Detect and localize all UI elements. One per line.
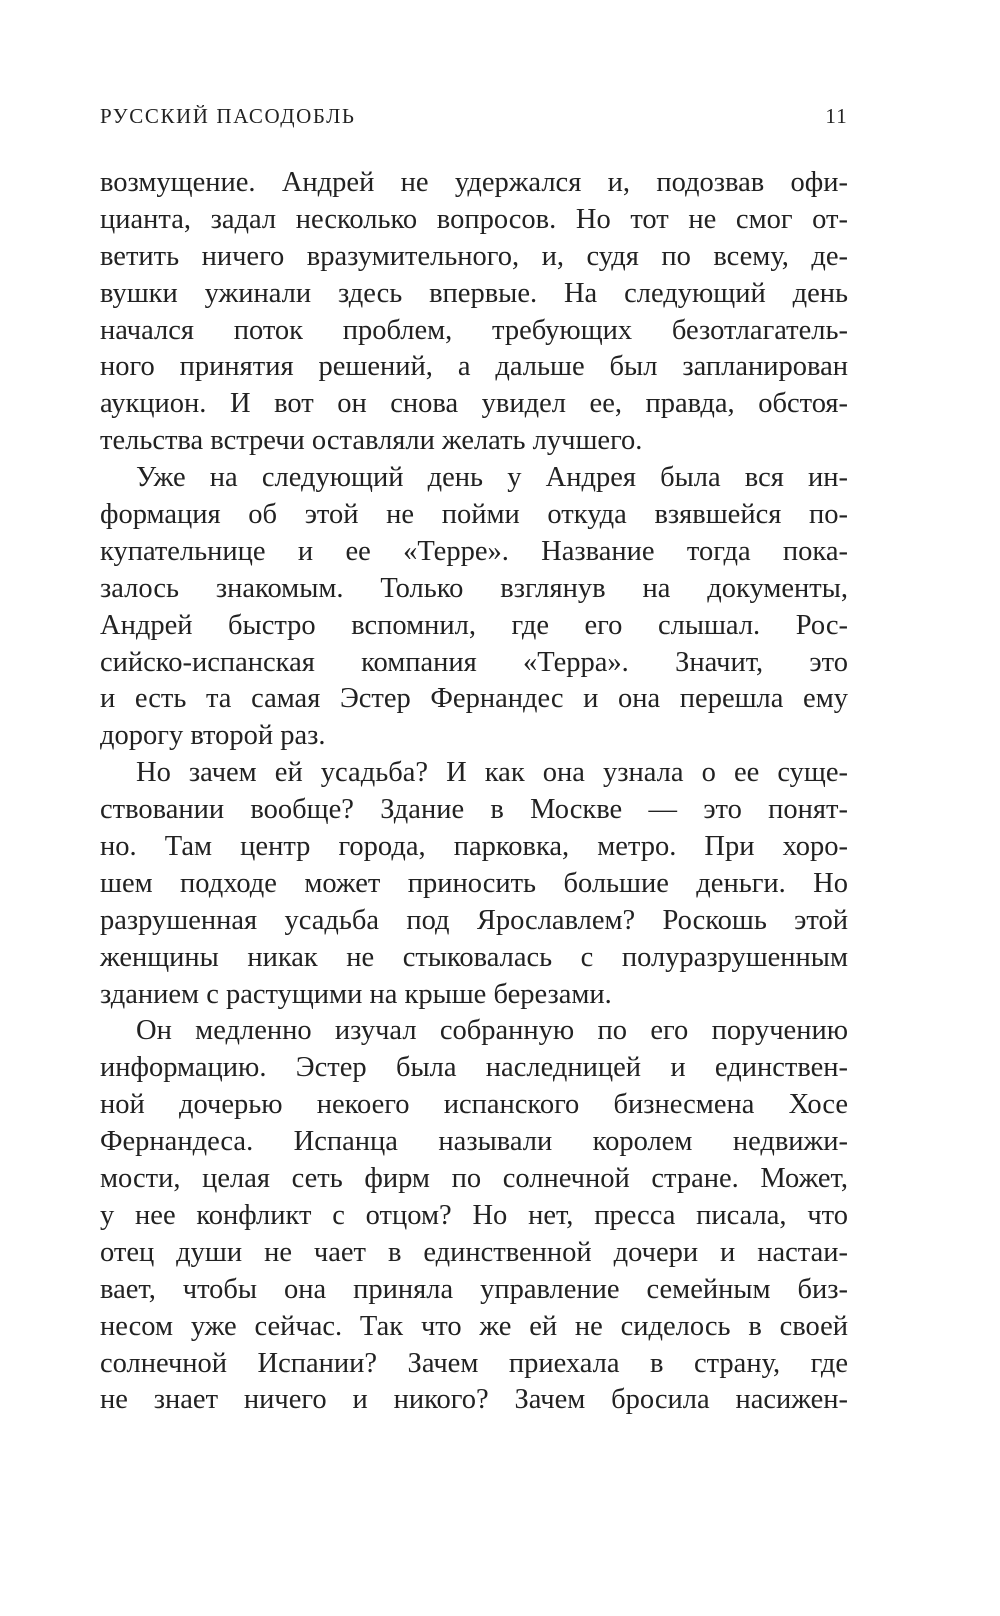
text-line: мости, целая сеть фирм по солнечной стране. Может, [100,1163,848,1195]
book-title: РУССКИЙ ПАСОДОБЛЬ [100,104,356,128]
text-line: дорогу второй раз. [100,720,326,752]
text-line: Он медленно изучал собранную по его поручению [136,1015,848,1047]
text-line: Но зачем ей усадьба? И как она узнала о ее суще- [136,757,848,789]
text-line: несом уже сейчас. Так что же ей не сиделось в своей [100,1310,848,1342]
text-line: ной дочерью некоего испанского бизнесмена Хосе [100,1089,848,1121]
text-line: Уже на следующий день у Андрея была вся ин- [136,462,848,494]
text-line: формация об этой не пойми откуда взявшейся по- [100,499,848,531]
text-line: ного принятия решений, а дальше был запланирован [100,351,848,383]
body-text [100,165,848,1419]
text-line: у нее конфликт с отцом? Но нет, пресса писала, что [100,1199,848,1231]
text-line: начался поток проблем, требующих безотлагатель- [100,314,848,346]
text-line: женщины никак не стыковалась с полуразрушенным [100,941,848,973]
text-line: информацию. Эстер была наследницей и единствен- [100,1052,848,1084]
text-line: не знает ничего и никого? Зачем бросила насижен- [100,1384,848,1416]
text-line: отец души не чает в единственной дочери и настаи- [100,1236,848,1268]
text-line: ветить ничего вразумительного, и, судя по всему, де- [100,240,848,272]
text-line: Андрей быстро вспомнил, где его слышал. Рос- [100,609,848,641]
text-line: аукцион. И вот он снова увидел ее, правда, обстоя- [100,388,848,420]
text-line: ствовании вообще? Здание в Москве — это понят- [100,794,848,826]
text-line: тельства встречи оставляли желать лучшего. [100,425,643,457]
paragraph [100,755,848,1013]
paragraph [100,1013,848,1419]
text-line: цианта, задал несколько вопросов. Но тот не смог от- [100,203,848,235]
text-line: шем подходе может приносить большие деньги. Но [100,867,848,899]
text-line: купательнице и ее «Терре». Название тогда пока- [100,535,848,567]
text-line: сийско-испанская компания «Терра». Значит, это [100,646,848,678]
text-line: зданием с растущими на крыше березами. [100,978,612,1010]
text-line: возмущение. Андрей не удержался и, подозвав офи- [100,167,848,198]
paragraph [100,165,848,460]
text-line: Фернандеса. Испанца называли королем недвижи- [100,1126,848,1158]
text-line: но. Там центр города, парковка, метро. При хоро- [100,831,848,863]
running-header [100,104,848,134]
text-line: залось знакомым. Только взглянув на документы, [100,572,848,604]
text-line: солнечной Испании? Зачем приехала в страну, где [100,1347,848,1379]
text-line: разрушенная усадьба под Ярославлем? Роскошь этой [100,904,848,936]
text-line: и есть та самая Эстер Фернандес и она перешла ему [100,683,848,715]
page-number: 11 [825,104,848,128]
paragraph [100,460,848,755]
text-line: вушки ужинали здесь впервые. На следующий день [100,277,848,309]
text-line: вает, чтобы она приняла управление семейным биз- [100,1273,848,1305]
